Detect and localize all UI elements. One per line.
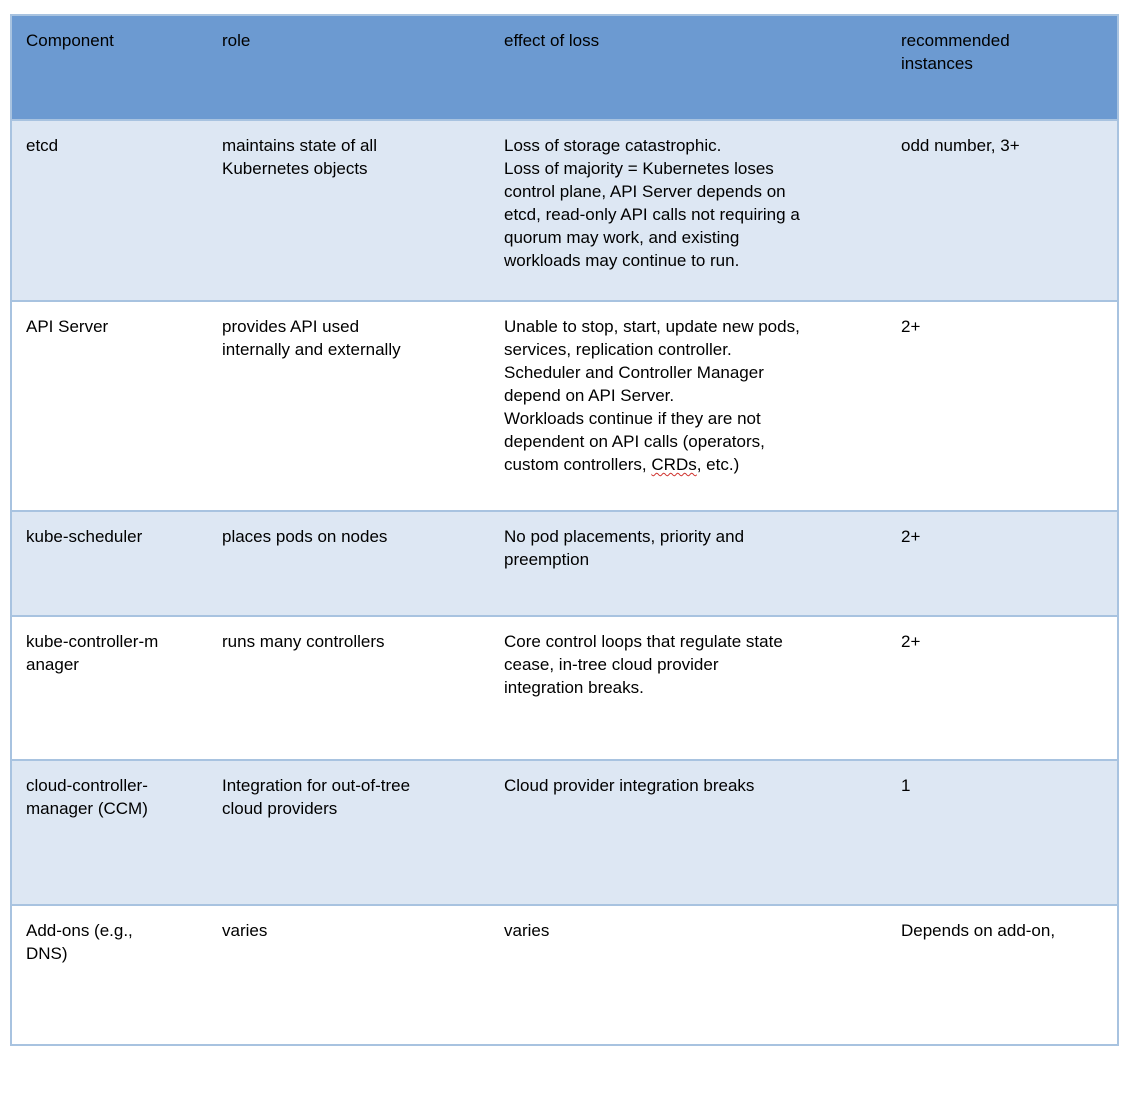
row-add-ons: [11, 905, 1118, 1045]
text-line: workloads may continue to run.: [504, 251, 740, 270]
header-row: [11, 15, 1118, 120]
text-line: Integration for out-of-tree: [222, 776, 411, 795]
component-cell: [11, 301, 208, 511]
text-line: control plane, API Server depends on: [504, 182, 786, 201]
instances-cell: [887, 511, 1118, 616]
text-line: maintains state of all: [222, 136, 377, 155]
text-line: places pods on nodes: [222, 527, 388, 546]
text-line: dependent on API calls (operators,: [504, 432, 765, 451]
header-role: [208, 15, 490, 120]
text-line: Kubernetes objects: [222, 159, 368, 178]
text-line: runs many controllers: [222, 632, 385, 651]
text-line: role: [222, 31, 251, 50]
text-line: No pod placements, priority and: [504, 527, 745, 546]
text-line: cease, in-tree cloud provider: [504, 655, 719, 674]
text-line: manager (CCM): [26, 799, 148, 818]
text-line: depend on API Server.: [504, 386, 675, 405]
role-cell: [208, 511, 490, 616]
header-component: [11, 15, 208, 120]
misspelled-word-crds: CRDs: [651, 455, 697, 474]
text-segment: custom controllers,: [504, 455, 652, 474]
kubernetes-components-table: [10, 14, 1119, 1046]
text-line: DNS): [26, 944, 68, 963]
row-etcd: [11, 120, 1118, 301]
text-line: Unable to stop, start, update new pods,: [504, 317, 800, 336]
text-line: 2+: [901, 632, 921, 651]
text-line: Cloud provider integration breaks: [504, 776, 755, 795]
text-line: anager: [26, 655, 79, 674]
effect-cell: [490, 511, 887, 616]
text-line: Add-ons (e.g.,: [26, 921, 133, 940]
text-line: quorum may work, and existing: [504, 228, 740, 247]
text-line: integration breaks.: [504, 678, 644, 697]
text-line: kube-controller-m: [26, 632, 159, 651]
text-line: Depends on add-on,: [901, 921, 1056, 940]
component-cell: [11, 511, 208, 616]
text-line: instances: [901, 54, 973, 73]
text-line: odd number, 3+: [901, 136, 1020, 155]
component-cell: [11, 760, 208, 905]
row-kube-controller-manager: [11, 616, 1118, 760]
row-api-server: [11, 301, 1118, 511]
header-recommended-instances: [887, 15, 1118, 120]
instances-cell: [887, 120, 1118, 301]
component-cell: [11, 616, 208, 760]
role-cell: [208, 120, 490, 301]
instances-cell: [887, 760, 1118, 905]
text-line: Loss of storage catastrophic.: [504, 136, 722, 155]
text-line: API Server: [26, 317, 109, 336]
effect-cell: [490, 301, 887, 511]
text-line: recommended: [901, 31, 1010, 50]
text-line: Scheduler and Controller Manager: [504, 363, 764, 382]
role-cell: [208, 760, 490, 905]
effect-cell: [490, 616, 887, 760]
effect-cell: [490, 760, 887, 905]
instances-cell: [887, 301, 1118, 511]
effect-cell: [490, 905, 887, 1045]
instances-cell: [887, 905, 1118, 1045]
text-line: 2+: [901, 317, 921, 336]
text-line: 2+: [901, 527, 921, 546]
text-line: Component: [26, 31, 114, 50]
role-cell: [208, 616, 490, 760]
text-line: Workloads continue if they are not: [504, 409, 761, 428]
text-line: varies: [222, 921, 268, 940]
component-cell: [11, 905, 208, 1045]
text-line: effect of loss: [504, 31, 600, 50]
text-segment: , etc.): [696, 455, 740, 474]
role-cell: [208, 905, 490, 1045]
text-line: provides API used: [222, 317, 360, 336]
row-kube-scheduler: [11, 511, 1118, 616]
text-line: 1: [901, 776, 911, 795]
text-line: cloud providers: [222, 799, 338, 818]
effect-cell: [490, 120, 887, 301]
text-line: Core control loops that regulate state: [504, 632, 783, 651]
text-line: internally and externally: [222, 340, 401, 359]
text-line: services, replication controller.: [504, 340, 732, 359]
header-effect-of-loss: [490, 15, 887, 120]
text-line: Loss of majority = Kubernetes loses: [504, 159, 774, 178]
row-cloud-controller-manager: [11, 760, 1118, 905]
component-cell: [11, 120, 208, 301]
text-line: preemption: [504, 550, 590, 569]
text-line: cloud-controller-: [26, 776, 148, 795]
text-line-with-spellcheck: [504, 453, 873, 476]
text-line: varies: [504, 921, 550, 940]
text-line: etcd, read-only API calls not requiring a: [504, 205, 800, 224]
instances-cell: [887, 616, 1118, 760]
text-line: kube-scheduler: [26, 527, 143, 546]
role-cell: [208, 301, 490, 511]
text-line: etcd: [26, 136, 59, 155]
